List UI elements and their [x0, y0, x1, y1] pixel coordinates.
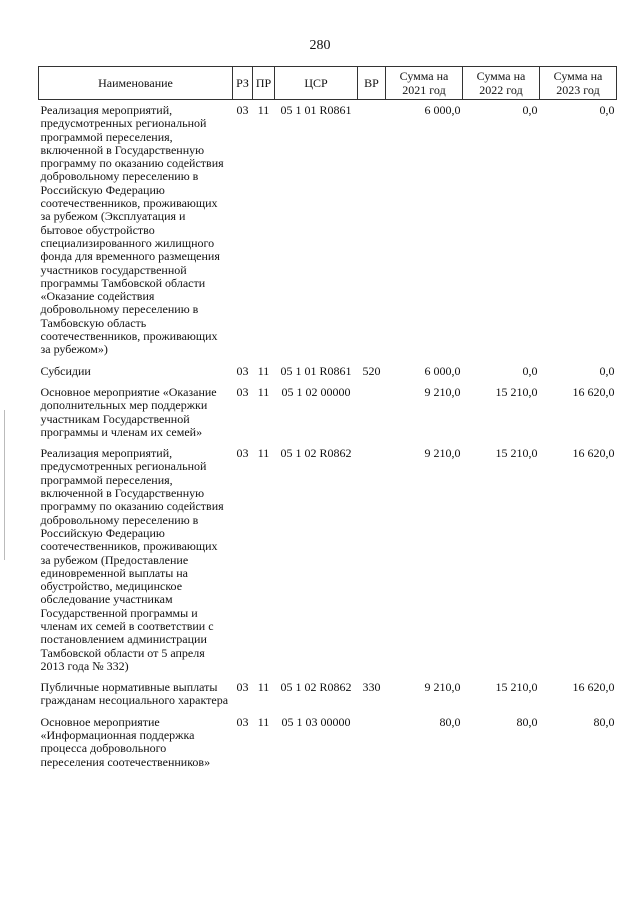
table-row: [39, 447, 617, 681]
scan-edge-mark: [4, 410, 5, 560]
table-header-row: [39, 67, 617, 100]
row-sum-2023: 16 620,0: [572, 446, 615, 461]
row-name: Публичные нормативные выплаты гражданам несоциального характера: [40, 680, 229, 708]
row-csr: 05 1 03 00000: [281, 714, 351, 729]
row-sum-2023: 0,0: [599, 363, 615, 378]
row-name: Основное мероприятие «Информационная поддержка процесса добровольного переселения соотечественников»: [40, 714, 211, 769]
row-sum-2021: 9 210,0: [424, 446, 461, 461]
row-sum-2022: 0,0: [522, 363, 538, 378]
header-rz: РЗ: [233, 67, 253, 100]
row-vr: [358, 447, 386, 681]
row-vr: [358, 100, 386, 365]
row-pr: 11: [257, 384, 270, 399]
header-sum-2022: Сумма на 2022 год: [463, 67, 540, 100]
row-rz: 03: [236, 363, 249, 378]
row-vr: 330: [362, 680, 381, 695]
header-sum-2021: Сумма на 2021 год: [386, 67, 463, 100]
row-sum-2023: 0,0: [599, 103, 615, 117]
row-rz: 03: [236, 446, 249, 461]
row-sum-2023: 80,0: [593, 714, 615, 729]
table-row: [39, 365, 617, 386]
row-rz: 03: [236, 384, 249, 399]
row-sum-2022: 15 210,0: [495, 384, 538, 399]
budget-table: [38, 66, 617, 777]
row-pr: 11: [257, 363, 270, 378]
row-csr: 05 1 01 R0861: [280, 363, 352, 378]
row-name: Реализация мероприятий, предусмотренных региональной программой переселения, включенной в Государственную программу по оказанию содействия добровольному переселению в Российскую Федерацию соотечественников, проживающих за рубежом (Предоставление единовременной выплаты на обустройство, медицинское обследование участникам Государственной программы и членам их семей в соответствии с постановлением администрации Тамбовской области от 5 апреля 2013 года № 332): [40, 446, 224, 673]
header-sum-2023: Сумма на 2023 год: [540, 67, 617, 100]
header-vr: ВР: [358, 67, 386, 100]
row-name: Субсидии: [40, 363, 91, 378]
table-row: [39, 716, 617, 777]
row-sum-2021: 6 000,0: [424, 363, 461, 378]
row-sum-2022: 0,0: [522, 103, 538, 117]
row-csr: 05 1 01 R0861: [280, 103, 352, 117]
header-name: Наименование: [39, 67, 233, 100]
row-sum-2021: 6 000,0: [424, 103, 461, 117]
header-pr: ПР: [253, 67, 275, 100]
row-sum-2023: 16 620,0: [572, 384, 615, 399]
row-pr: 11: [257, 680, 270, 695]
row-sum-2022: 15 210,0: [495, 446, 538, 461]
row-pr: 11: [257, 446, 270, 461]
row-sum-2022: 80,0: [516, 714, 538, 729]
row-pr: 11: [257, 103, 270, 117]
row-vr: [358, 386, 386, 447]
header-csr: ЦСР: [275, 67, 358, 100]
row-pr: 11: [257, 714, 270, 729]
table-row: [39, 100, 617, 365]
row-csr: 05 1 02 00000: [281, 384, 351, 399]
row-csr: 05 1 02 R0862: [280, 446, 352, 461]
row-rz: 03: [236, 103, 249, 117]
row-sum-2023: 16 620,0: [572, 680, 615, 695]
row-csr: 05 1 02 R0862: [280, 680, 352, 695]
row-sum-2021: 9 210,0: [424, 680, 461, 695]
page-number: 280: [309, 38, 331, 53]
row-name: Основное мероприятие «Оказание дополнительных мер поддержки участникам Государственной программы и членам их семей»: [40, 384, 217, 439]
row-rz: 03: [236, 714, 249, 729]
row-vr: 520: [362, 363, 381, 378]
row-name: Реализация мероприятий, предусмотренных региональной программой переселения, включенной в Государственную программу по оказанию содействия добровольному переселению в Российскую Федерацию соотечественников, проживающих за рубежом (Эксплуатация и бытовое обустройство специализированного жилищного фонда для временного размещения участников государственной программы Тамбовской области «Оказание содействия добровольному переселению в Тамбовскую область соотечественников, проживающих за рубежом»): [40, 103, 224, 357]
row-sum-2022: 15 210,0: [495, 680, 538, 695]
row-sum-2021: 9 210,0: [424, 384, 461, 399]
row-rz: 03: [236, 680, 249, 695]
table-row: [39, 386, 617, 447]
row-sum-2021: 80,0: [439, 714, 461, 729]
table-row: [39, 681, 617, 716]
row-vr: [358, 716, 386, 777]
